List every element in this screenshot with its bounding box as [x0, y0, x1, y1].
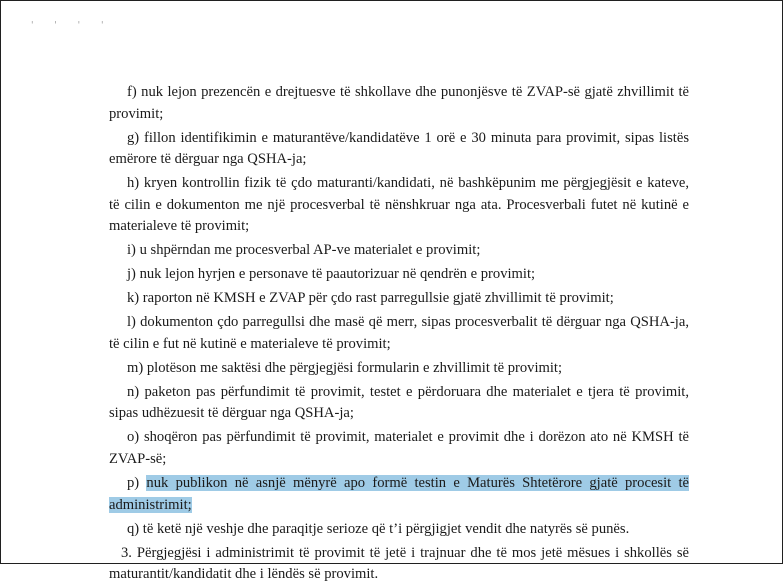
paragraph-k [109, 288, 689, 310]
paragraph-i [109, 240, 689, 262]
paragraph-text: h) kryen kontrollin fizik të çdo maturanti/kandidati, në bashkëpunim me përgjegjësit e kateve, të cilin e dokumenton me një procesverbal të nënshkruar nga ata. Procesverbali futet në kutinë e materialeve të provimit; [109, 175, 689, 235]
paragraph-text: f) nuk lejon prezencën e drejtuesve të shkollave dhe punonjësve të ZVAP-së gjatë zhvillimit të provimit; [109, 84, 689, 122]
paragraph-text: k) raporton në KMSH e ZVAP për çdo rast parregullsie gjatë zhvillimit të provimit; [127, 290, 614, 307]
paragraph-text: q) të ketë një veshje dhe paraqitje serioze që t’i përgjigjet vendit dhe natyrës së punës. [127, 520, 630, 537]
paragraph-3 [109, 543, 689, 586]
paragraph-m [109, 358, 689, 380]
paragraph-text: i) u shpërndan me procesverbal AP-ve materialet e provimit; [127, 242, 481, 259]
paragraph-l [109, 312, 689, 355]
paragraph-prefix: p) [127, 475, 147, 491]
paragraph-text: m) plotëson me saktësi dhe përgjegjësi formularin e zhvillimit të provimit; [127, 359, 563, 376]
paragraph-g [109, 128, 689, 171]
paragraph-text: o) shoqëron pas përfundimit të provimit, materialet e provimit dhe i dorëzon ato në KMSH të ZVAP-së; [109, 429, 689, 468]
highlighted-text[interactable]: nuk publikon në asnjë mënyrë apo formë testin e Maturës Shtetërore gjatë procesit të administrimit; [109, 475, 689, 513]
paragraph-text: j) nuk lejon hyrjen e personave të paautorizuar në qendrën e provimit; [127, 266, 536, 283]
paragraph-text: n) paketon pas përfundimit të provimit, testet e përdoruara dhe materialet e tjera të provimit, sipas udhëzuesit të dërguar nga QSHA-ja; [109, 383, 689, 422]
paragraph-text: l) dokumenton çdo parregullsi dhe masë që merr, sipas procesverbalit të dërguar nga QSHA-ja, të cilin e fut në kutinë e materialeve të provimit; [109, 314, 689, 352]
paragraph-n [109, 382, 689, 425]
paragraph-p [109, 473, 689, 516]
paragraph-j [109, 264, 689, 286]
scan-marks: ' ' ' ' [31, 21, 113, 31]
paragraph-q [109, 519, 689, 541]
paragraph-o [109, 427, 689, 470]
paragraph-text: 3. Përgjegjësi i administrimit të provimit të jetë i trajnuar dhe të mos jetë mësues i shkollës së maturantit/kandidatit dhe i lëndës së provimit. [109, 544, 689, 583]
paragraph-text: g) fillon identifikimin e maturantëve/kandidatëve 1 orë e 30 minuta para provimit, sipas listës emërore të dërguar nga QSHA-ja; [109, 129, 689, 168]
document-body [109, 82, 689, 588]
paragraph-h [109, 173, 689, 238]
paragraph-f [109, 82, 689, 125]
